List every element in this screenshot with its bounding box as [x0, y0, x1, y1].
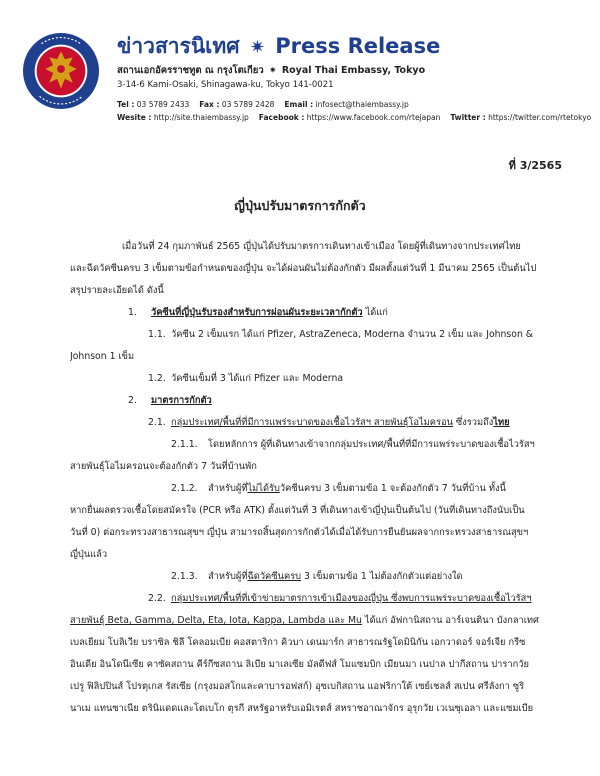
section-2-title: มาตรการกักตัว [150, 395, 212, 406]
section-1-title: วัคซีนที่ญี่ปุ่นรับรองสำหรับการผ่อนผันระยะเวลากักตัว [150, 307, 363, 318]
item-2-1-3 [70, 566, 552, 588]
item-2-1-mid: ซึ่งรวมถึง [455, 417, 494, 428]
item-2-2-line-6: นาเม แทนซาเนีย ตรินิแดดและโตเบโก ตุรกี สหรัฐอาหรับเอมิเรตส์ สหราชอาณาจักร อุรุกวัย เวเนซุเอลา และแซมเบีย [70, 703, 534, 714]
item-2-1-2-line-3: วันที่ 0) ต่อกระทรวงสาธารณสุขฯ ญี่ปุ่น สามารถสิ้นสุดการกักตัวได้เมื่อได้รับการยืนยันผลจากกระทรวงสาธารณสุขฯ [70, 527, 529, 538]
twitter-link[interactable]: https://twitter.com/rtetokyo [488, 113, 592, 122]
twitter-label: Twitter : [450, 113, 486, 122]
star-icon: ✷ [249, 37, 265, 58]
item-1-2-text: วัคซีนเข็มที่ 3 ได้แก่ Pfizer และ Moderna [170, 373, 344, 384]
item-1-1-number: 1.1. [148, 329, 166, 340]
facebook-link[interactable]: https://www.facebook.com/rtejapan [306, 113, 441, 122]
item-2-1-3-number: 2.1.3. [171, 571, 198, 582]
item-2-1-thailand: ไทย [493, 417, 510, 428]
item-2-2-variants: สายพันธุ์ Beta, Gamma, Delta, Eta, Iota, Kappa, Lambda และ Mu [70, 615, 362, 626]
masthead [117, 34, 592, 124]
embassy-name-english: Royal Thai Embassy, Tokyo [281, 65, 426, 76]
item-1-2-number: 1.2. [148, 373, 166, 384]
intro-line-1: เมื่อวันที่ 24 กุมภาพันธ์ 2565 ญี่ปุ่นได้ปรับมาตรการเดินทางเข้าเมือง โดยผู้ที่เดินทางจากประเทศไทย [122, 241, 521, 252]
title-thai: ข่าวสารนิเทศ [117, 34, 240, 58]
contact-line-1 [117, 98, 587, 111]
item-2-1-2-line-2: หากยื่นผลตรวจเชื้อโดยสมัครใจ (PCR หรือ ATK) ตั้งแต่วันที่ 3 ที่เดินทางเข้าญี่ปุ่นเป็นต้นไป (วันที่เดินทางถึงนับเป็น [70, 505, 525, 516]
document-title: ญี่ปุ่นปรับมาตรการกักตัว [234, 198, 366, 213]
section-2-number: 2. [128, 395, 137, 406]
item-2-1-1-line-2: สายพันธุ์โอไมครอนจะต้องกักตัว 7 วันที่บ้านพัก [70, 461, 257, 472]
intro-line-2: และฉีดวัคซีนครบ 3 เข็มตามข้อกำหนดของญี่ปุ่น จะได้ผ่อนผันไม่ต้องกักตัว มีผลตั้งแต่วันที่ 1 มีนาคม 2565 เป็นต้นไป [70, 263, 537, 274]
section-1-heading [70, 302, 552, 324]
item-1-1-line-2: Johnson 1 เข็ม [70, 351, 135, 362]
small-star-icon: ✷ [268, 66, 277, 76]
item-2-2-countries-start: ได้แก่ อัฟกานิสถาน อาร์เจนตินา บังกลาเทศ [364, 615, 539, 626]
item-2-2-heading [70, 588, 552, 610]
section-1-number: 1. [128, 307, 137, 318]
embassy-address: 3-14-6 Kami-Osaki, Shinagawa-ku, Tokyo 141-0021 [117, 80, 334, 90]
item-2-2-line-5: เปรู ฟิลิปปินส์ โปรตุเกส รัสเซีย (กรุงมอสโกและคาบารอฟสก์) อุซเบกิสถาน แอฟริกาใต้ เซย์เชลส์ สเปน ศรีลังกา ซูริ [70, 681, 525, 692]
contact-line-2 [117, 111, 592, 124]
item-2-1-2-not-received: ไม่ได้รับ [247, 483, 280, 494]
item-2-2-title: กลุ่มประเทศ/พื้นที่ที่เข้าข่ายมาตรการเข้าเมืองของญี่ปุ่น ซึ่งพบการแพร่ระบาดของเชื้อไวรัสฯ [170, 593, 532, 604]
section-2-heading [70, 390, 552, 412]
document-body [70, 236, 552, 720]
item-2-1-3-fully-vaccinated: ฉีดวัคซีนครบ [247, 571, 302, 582]
royal-thai-embassy-emblem-icon [22, 32, 100, 110]
title-english: Press Release [275, 34, 441, 58]
item-2-1-2-line-1 [70, 478, 552, 500]
item-2-1-2-pre: สำหรับผู้ที่ [207, 483, 248, 494]
item-2-1-heading [70, 412, 552, 434]
item-2-2-line-4: อินเดีย อินโดนีเซีย คาซัคสถาน คีร์กีซสถาน ลิเบีย มาเลเซีย มัลดีฟส์ โมแซมบิก เมียนมา เนปาล ปากีสถาน ปารากวัย [70, 659, 529, 670]
item-1-1-text: วัคซีน 2 เข็มแรก ได้แก่ Pfizer, AstraZeneca, Moderna จำนวน 2 เข็ม และ Johnson & [170, 329, 534, 340]
item-2-2-number: 2.2. [148, 593, 166, 604]
intro-line-3: สรุปรายละเอียดได้ ดังนี้ [70, 285, 164, 296]
fax-value: 03 5789 2428 [221, 100, 275, 109]
embassy-name [117, 63, 587, 78]
embassy-name-thai: สถานเอกอัครราชทูต ณ กรุงโตเกียว [117, 65, 264, 76]
email-value[interactable]: infosect@thaiembassy.jp [315, 100, 409, 109]
item-2-1-3-pre: สำหรับผู้ที่ [207, 571, 248, 582]
email-label: Email : [284, 100, 314, 109]
item-2-1-1-line-1 [70, 434, 552, 456]
item-2-1-1-number: 2.1.1. [171, 439, 198, 450]
item-2-1-3-text: 3 เข็มตามข้อ 1 ไม่ต้องกักตัวแต่อย่างใด [304, 571, 463, 582]
item-2-1-2-number: 2.1.2. [171, 483, 198, 494]
press-release-title [117, 34, 587, 60]
item-2-1-2-line-4: ญี่ปุ่นแล้ว [70, 549, 108, 560]
fax-label: Fax : [199, 100, 220, 109]
item-1-2 [70, 368, 552, 390]
section-1-tail: ได้แก่ [365, 307, 388, 318]
item-2-1-title: กลุ่มประเทศ/พื้นที่ที่มีการแพร่ระบาดของเชื้อไวรัสฯ สายพันธุ์โอไมครอน [170, 417, 453, 428]
website-link[interactable]: http://site.thaiembassy.jp [153, 113, 249, 122]
item-2-1-2-text: วัคซีนครบ 3 เข็มตามข้อ 1 จะต้องกักตัว 7 วันที่บ้าน ทั้งนี้ [279, 483, 506, 494]
tel-label: Tel : [117, 100, 135, 109]
item-1-1-line-1 [70, 324, 552, 346]
item-2-2-line-2 [70, 610, 552, 632]
facebook-label: Facebook : [258, 113, 305, 122]
tel-value: 03 5789 2433 [136, 100, 190, 109]
document-number: ที่ 3/2565 [508, 159, 562, 172]
item-2-1-1-text: โดยหลักการ ผู้ที่เดินทางเข้าจากกลุ่มประเทศ/พื้นที่ที่มีการแพร่ระบาดของเชื้อไวรัสฯ [207, 439, 535, 450]
website-label: Wesite : [117, 113, 152, 122]
letterhead [0, 0, 600, 128]
item-2-2-line-3: เบลเยียม โบลิเวีย บราซิล ชิลี โคลอมเบีย คอสตาริกา คิวบา เดนมาร์ก สาธารณรัฐโดมินิกัน เอกวาดอร์ จอร์เจีย กรีซ [70, 637, 526, 648]
item-2-1-number: 2.1. [148, 417, 166, 428]
